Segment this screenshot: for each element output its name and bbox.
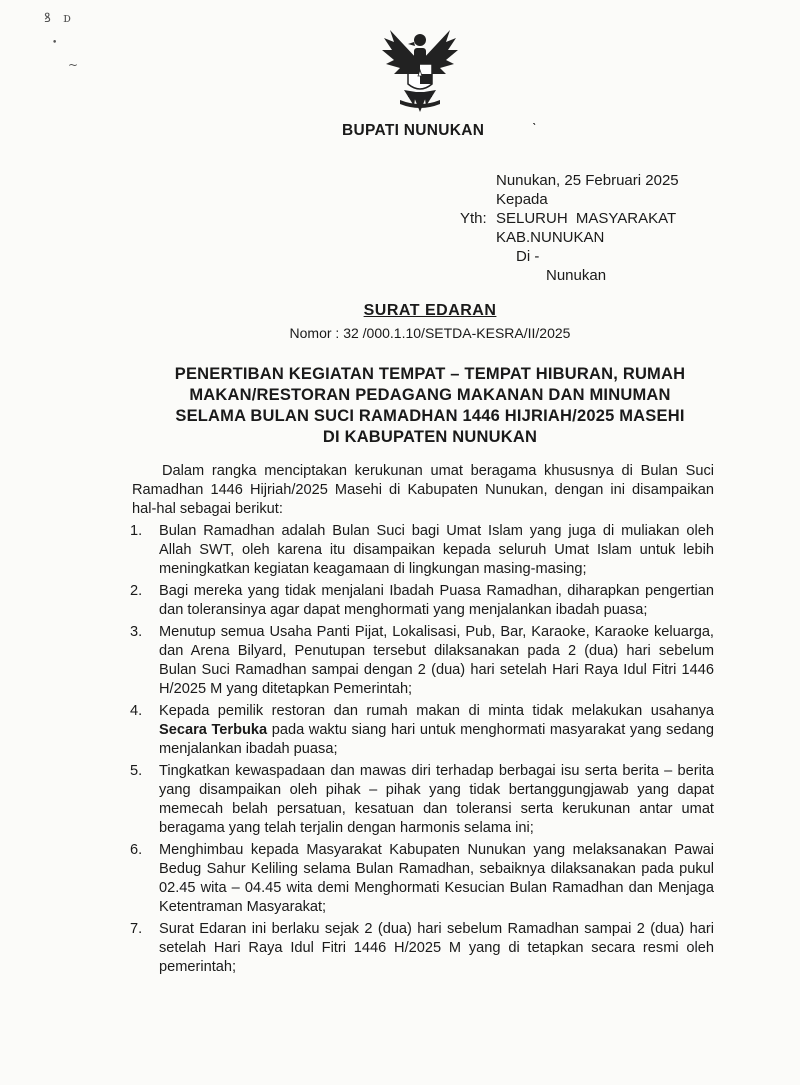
item-emphasis: Secara Terbuka — [159, 722, 268, 738]
item-text: Bagi mereka yang tidak menjalani Ibadah Puasa Ramadhan, diharapkan pengertian dan toleransinya agar dapat menghormati yang menjalankan ibadah puasa; — [159, 583, 714, 618]
document-type: SURAT EDARAN — [363, 302, 497, 319]
item-number: 6. — [130, 842, 143, 858]
item-number: 3. — [130, 624, 143, 640]
garuda-emblem-icon — [378, 20, 462, 120]
yth-label: Yth: — [460, 210, 487, 227]
margin-scribble: ꝸ ᴅ — [44, 11, 71, 26]
subject-line: PENERTIBAN KEGIATAN TEMPAT – TEMPAT HIBURAN, RUMAH — [174, 365, 686, 383]
item-number: 5. — [130, 763, 143, 779]
item-text: Surat Edaran ini berlaku sejak 2 (dua) hari sebelum Ramadhan sampai 2 (dua) hari setelah Hari Raya Idul Fitri 1446 H/2025 M yang di tetapkan secara resmi oleh pemerintah; — [159, 921, 714, 975]
item-text: Bulan Ramadhan adalah Bulan Suci bagi Umat Islam yang juga di muliakan oleh Allah SWT, oleh karena itu disampaikan kepada seluruh Umat Islam untuk lebih meningkatkan kegiatan keagamaan di lingkungan masing-masing; — [159, 523, 714, 577]
location: Nunukan — [546, 267, 607, 284]
list-item — [132, 623, 714, 699]
subject-line: DI KABUPATEN NUNUKAN — [322, 428, 538, 446]
list-item — [132, 702, 714, 759]
recipient-line-1: SELURUH MASYARAKAT — [496, 210, 677, 227]
margin-mark: • — [52, 38, 58, 48]
item-number: 1. — [130, 523, 143, 539]
item-text: Kepada pemilik restoran dan rumah makan di minta tidak melakukan usahanya — [159, 703, 714, 719]
intro-paragraph: Dalam rangka menciptakan kerukunan umat beragama khususnya di Bulan Suci Ramadhan 1446 Hijriah/2025 Masehi di Kabupaten Nunukan, dengan ini disampaikan hal-hal sebagai berikut: — [132, 463, 714, 517]
document-subject — [120, 364, 740, 448]
subject-line: MAKAN/RESTORAN PEDAGANG MAKANAN DAN MINUMAN — [189, 386, 671, 404]
list-item — [132, 920, 714, 977]
directive-list — [132, 522, 714, 977]
list-item — [132, 522, 714, 579]
list-item — [132, 762, 714, 838]
list-item — [132, 841, 714, 917]
stray-mark: ˋ — [532, 120, 537, 136]
to-label: Kepada — [496, 191, 548, 208]
di-label: Di - — [516, 248, 540, 265]
place-date: Nunukan, 25 Februari 2025 — [496, 172, 679, 189]
item-number: 4. — [130, 703, 143, 719]
item-text: pada waktu siang hari untuk menghormati masyarakat yang sedang menjalankan ibadah puasa; — [159, 722, 715, 757]
item-text: Menghimbau kepada Masyarakat Kabupaten Nunukan yang melaksanakan Pawai Bedug Sahur Keliling selama Bulan Ramadhan, sebaiknya dilaksanakan pada pukul 02.45 wita – 04.45 wita demi Menghormati Kesucian Bulan Ramadhan dan Menjaga Ketentraman Masyarakat; — [159, 842, 714, 915]
item-number: 7. — [130, 921, 143, 937]
recipient-line-2: KAB.NUNUKAN — [496, 229, 605, 246]
office-heading: BUPATI NUNUKAN — [342, 122, 485, 139]
item-text: Menutup semua Usaha Panti Pijat, Lokalisasi, Pub, Bar, Karaoke, Karaoke keluarga, dan Arena Bilyard, Penutupan tersebut dilaksanakan pada 2 (dua) hari sebelum Bulan Suci Ramadhan sampai dengan 2 (dua) hari setelah Hari Raya Idul Fitri 1446 H/2025 M yang ditetapkan Pemerintah; — [159, 624, 714, 697]
list-item — [132, 582, 714, 620]
item-text: Tingkatkan kewaspadaan dan mawas diri terhadap berbagai isu serta berita – berita yang disampaikan oleh pihak – pihak yang tidak bertanggungjawab yang dapat memecah belah persatuan, kesatuan dan toleransi serta kerukunan antar umat beragama yang telah terjalin dengan harmonis selama ini; — [159, 763, 714, 836]
subject-line: SELAMA BULAN SUCI RAMADHAN 1446 HIJRIAH/2025 MASEHI — [175, 407, 685, 425]
item-number: 2. — [130, 583, 143, 599]
letter-body — [132, 462, 714, 980]
margin-mark: ~ — [68, 58, 79, 72]
document-number: Nomor : 32 /000.1.10/SETDA-KESRA/II/2025 — [289, 325, 571, 341]
